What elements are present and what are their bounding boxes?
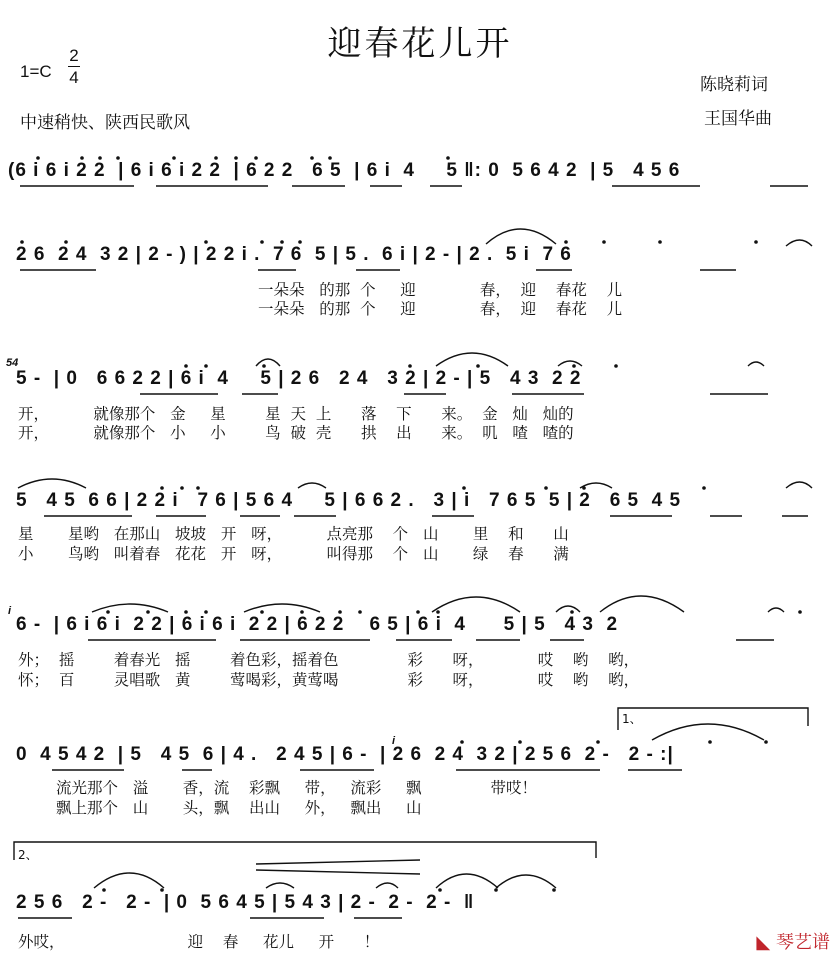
slur bbox=[496, 875, 556, 888]
notation-row-3: 5 - | 0 6 6 2 2 | 6 i 4 5 | 2 6 2 4 3 2 | 2 - | 5 4 3 2 2 bbox=[16, 368, 582, 389]
lyric-row-2-verse-2: 一朵朵 的那 个 迎 春， 迎 春花 儿 bbox=[258, 300, 623, 318]
notation-row-6: 0 4 5 4 2 | 5 4 5 6 | 4 . 2 4 5 | 6 - | 2 6 2 4 3 2 | 2 5 6 2 - 2 - :| bbox=[16, 744, 674, 765]
lyric-row-6-verse-2: 飘上那个 山 头，飘 出山 外， 飘出 山 bbox=[56, 799, 422, 817]
slur bbox=[376, 883, 398, 888]
lyric-row-3-verse-1: 开， 就像那个 金 星 星 天 上 落 下 来。 金 灿 灿的 bbox=[18, 405, 574, 423]
slur bbox=[436, 874, 498, 888]
slur bbox=[244, 604, 320, 612]
slur bbox=[266, 883, 294, 888]
slur bbox=[600, 596, 684, 612]
key-signature: 1=C bbox=[20, 62, 52, 81]
watermark-icon: ◣ bbox=[756, 932, 776, 953]
slur bbox=[786, 240, 812, 246]
slur bbox=[486, 229, 556, 244]
slur bbox=[748, 362, 764, 366]
volta-2-label: 2、 bbox=[18, 848, 38, 862]
watermark-text: 琴艺谱 bbox=[776, 932, 830, 953]
notation-row-5: 6 - | 6 i 6 i 2 2 | 6 i 6 i 2 2 | 6 2 2 6 5 | 6 i 4 5 | 5 4 3 2 bbox=[16, 614, 619, 635]
lyric-row-7: 外哎， 迎 春 花儿 开 ！ bbox=[18, 933, 380, 951]
lyricist-credit: 陈晓莉词 bbox=[700, 75, 768, 95]
slur bbox=[786, 482, 812, 488]
lyric-row-5-verse-2: 怀； 百 灵唱歌 黄 莺喝彩，黄莺喝 彩 呀， 哎 哟 哟， bbox=[18, 671, 640, 689]
lyric-row-4-verse-2: 小 鸟哟 叫着春 花花 开 呀， 叫得那 个 山 绿 春 满 bbox=[18, 545, 569, 563]
slur bbox=[18, 479, 86, 488]
slur bbox=[556, 606, 580, 612]
notation-row-2: 2 6 2 4 3 2 | 2 - ) | 2 2 i . 7 6 5 | 5 . 6 i | 2 - | 2 . 5 i 7 6 bbox=[16, 244, 572, 265]
tempo-marking: 中速稍快、陕西民歌风 bbox=[20, 113, 190, 133]
slur bbox=[256, 359, 280, 366]
notation-row-4: 5 4 5 6 6 | 2 2 i 7 6 | 5 6 4 5 | 6 6 2 . 3 | i 7 6 5 5 | 2 6 5 4 5 bbox=[16, 490, 682, 511]
time-signature-bottom: 4 bbox=[69, 68, 79, 87]
song-title: 迎春花儿开 bbox=[327, 24, 513, 64]
octave-mark: i bbox=[392, 735, 396, 747]
slur bbox=[436, 353, 508, 366]
notation-row-7: 2 5 6 2 - 2 - | 0 5 6 4 5 | 5 4 3 | 2 - 2 - 2 - ‖ bbox=[16, 892, 475, 913]
octave-mark: i bbox=[8, 605, 12, 617]
time-signature-top: 2 bbox=[69, 46, 79, 65]
hairpin bbox=[256, 860, 420, 874]
slur bbox=[652, 724, 764, 740]
slur bbox=[432, 597, 520, 612]
volta-1-label: 1、 bbox=[622, 712, 642, 726]
slur bbox=[94, 873, 164, 888]
lyric-row-6-verse-1: 流光那个 溢 香，流 彩飘 带， 流彩 飘 带哎！ bbox=[56, 779, 538, 797]
lyric-row-4-verse-1: 星 星哟 在那山 坡坡 开 呀， 点亮那 个 山 里 和 山 bbox=[18, 525, 569, 543]
slur bbox=[298, 483, 326, 488]
lyric-row-5-verse-1: 外； 摇 着春光 摇 着色彩，摇着色 彩 呀， 哎 哟 哟， bbox=[18, 651, 640, 669]
slur bbox=[558, 361, 582, 366]
volta-2-bracket bbox=[14, 842, 596, 860]
notation-row-1: (6 i 6 i 2 2 | 6 i 6 i 2 2 | 6 2 2 6 5 | 6 i 4 5 ‖: 0 5 6 4 2 | 5 4 5 6 bbox=[8, 160, 681, 181]
lyric-row-3-verse-2: 开， 就像那个 小 小 鸟 破 壳 拱 出 来。 叽 喳 喳的 bbox=[18, 424, 574, 442]
slur bbox=[92, 604, 168, 612]
volta-1-bracket bbox=[618, 708, 808, 730]
lyric-row-2-verse-1: 一朵朵 的那 个 迎 春， 迎 春花 儿 bbox=[258, 281, 623, 299]
slur bbox=[768, 608, 784, 612]
composer-credit: 王国华曲 bbox=[704, 109, 772, 129]
measure-number: 54 bbox=[6, 357, 19, 369]
dots bbox=[20, 156, 802, 892]
